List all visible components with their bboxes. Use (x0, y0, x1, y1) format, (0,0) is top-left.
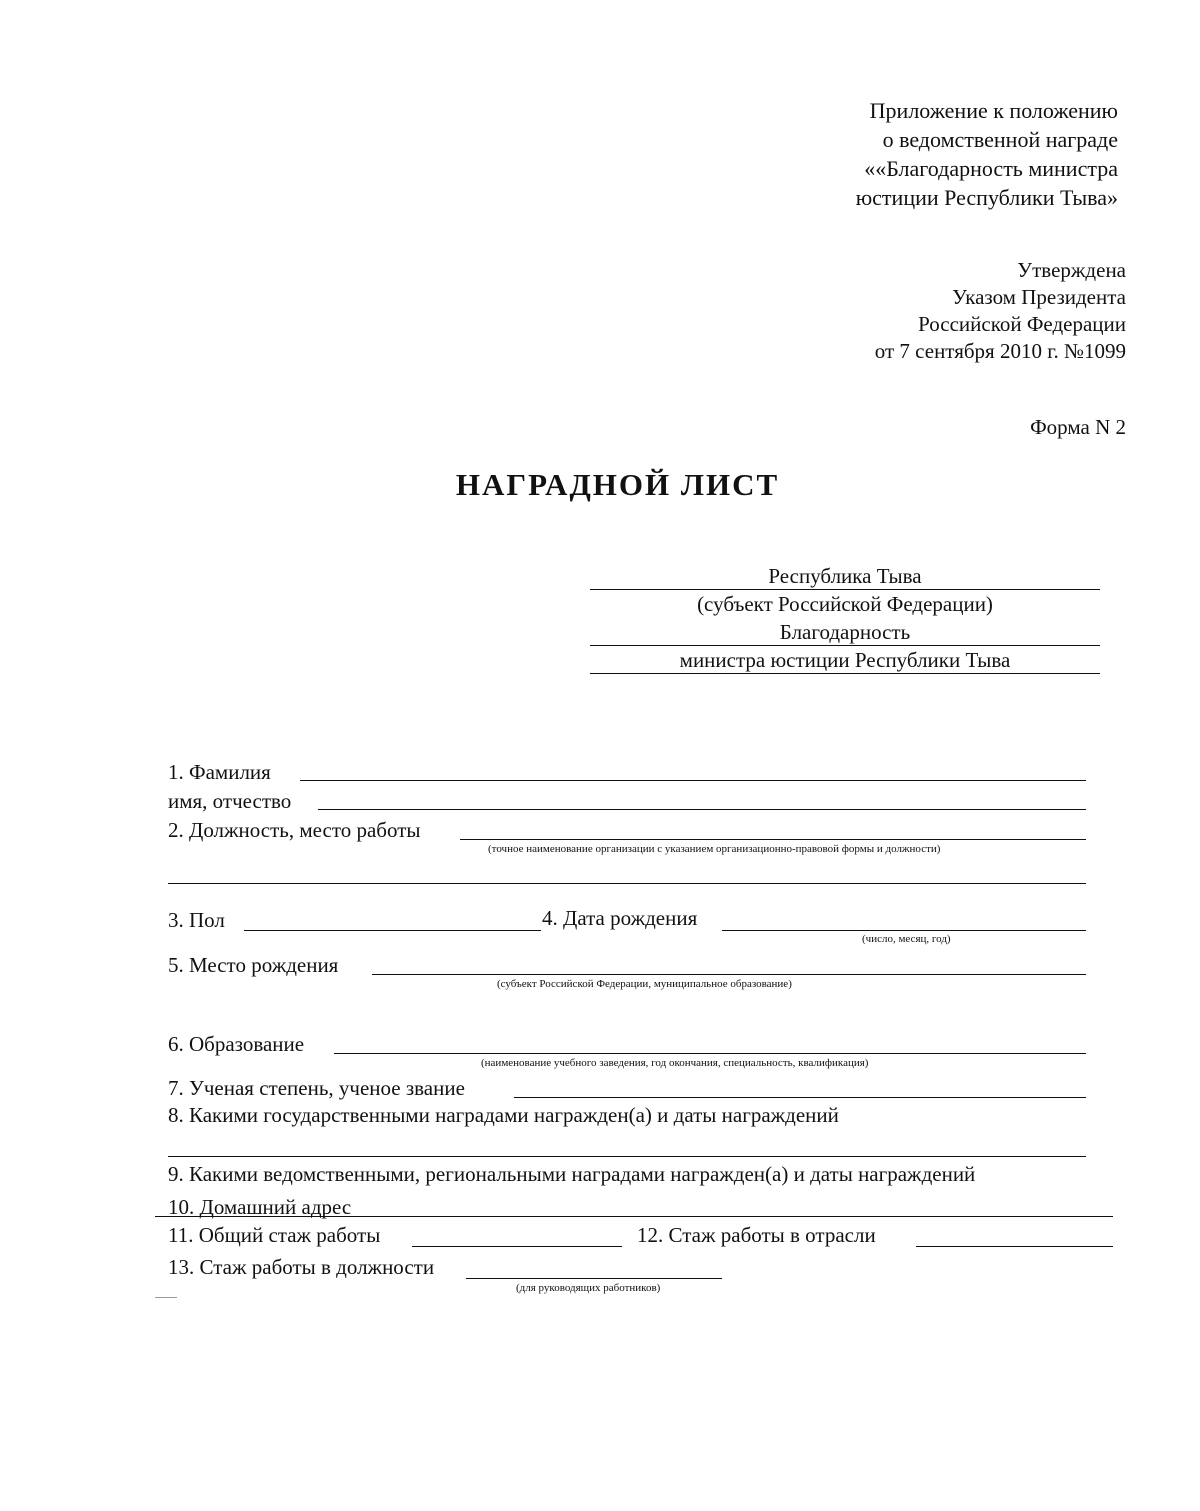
field-2-hint: (точное наименование организации с указанием организационно-правовой формы и должности) (488, 843, 941, 855)
field-6-input-line[interactable] (334, 1053, 1086, 1054)
approved-line-2: Указом Президента (952, 285, 1126, 309)
award-name-line-2: министра юстиции Республики Тыва (679, 648, 1011, 672)
field-12-label: 12. Стаж работы в отрасли (637, 1223, 876, 1247)
field-6-hint: (наименование учебного заведения, год окончания, специальность, квалификация) (481, 1057, 869, 1069)
field-2-input-line[interactable] (460, 839, 1086, 840)
field-5-input-line[interactable] (372, 974, 1086, 975)
field-10-label: 10. Домашний адрес (168, 1195, 352, 1219)
field-4-label: 4. Дата рождения (542, 906, 698, 930)
field-6-label: 6. Образование (168, 1032, 305, 1056)
field-12-input-line[interactable] (916, 1246, 1113, 1247)
field-4-input-line[interactable] (722, 930, 1086, 931)
award-name-line-1: Благодарность (779, 620, 911, 644)
appendix-line-3: ««Благодарность министра (864, 156, 1118, 181)
appendix-line-1: Приложение к положению (869, 98, 1118, 123)
field-3-input-line[interactable] (244, 930, 541, 931)
field-8-input-line[interactable] (168, 1156, 1086, 1157)
field-3-label: 3. Пол (168, 908, 225, 932)
field-13-hint: (для руководящих работников) (516, 1282, 661, 1294)
field-9-label: 9. Какими ведомственными, региональными наградами награжден(а) и даты награждений (168, 1162, 976, 1186)
subject-name: Республика Тыва (768, 564, 922, 588)
field-2-label: 2. Должность, место работы (168, 818, 421, 842)
subject-line (590, 589, 1100, 590)
field-1-input-line[interactable] (300, 780, 1086, 781)
form-number: Форма N 2 (1030, 415, 1126, 439)
appendix-line-4: юстиции Республики Тыва» (855, 185, 1118, 210)
award-line-2-underline (590, 673, 1100, 674)
subject-hint: (субъект Российской Федерации) (697, 592, 993, 616)
field-8-label: 8. Какими государственными наградами награжден(а) и даты награждений (168, 1103, 839, 1127)
field-7-label: 7. Ученая степень, ученое звание (168, 1076, 465, 1100)
field-13-label: 13. Стаж работы в должности (168, 1255, 435, 1279)
field-1-label: 1. Фамилия (168, 760, 271, 784)
field-1b-label: имя, отчество (168, 789, 292, 813)
field-11-input-line[interactable] (412, 1246, 622, 1247)
approved-line-3: Российской Федерации (918, 312, 1126, 336)
field-1b-input-line[interactable] (318, 809, 1086, 810)
award-line-1-underline (590, 645, 1100, 646)
field-5-label: 5. Место рождения (168, 953, 339, 977)
approved-block (760, 257, 1126, 365)
approved-line-1: Утверждена (1017, 258, 1126, 282)
field-2-second-line[interactable] (168, 883, 1086, 884)
field-5-hint: (субъект Российской Федерации, муниципальное образование) (497, 978, 792, 990)
approved-line-4: от 7 сентября 2010 г. №1099 (874, 339, 1126, 363)
field-10-input-line[interactable] (155, 1216, 1113, 1217)
field-11-label: 11. Общий стаж работы (168, 1223, 381, 1247)
document-title: НАГРАДНОЙ ЛИСТ (455, 467, 780, 502)
appendix-line-2: о ведомственной награде (882, 127, 1118, 152)
field-7-input-line[interactable] (514, 1097, 1086, 1098)
scan-mark (155, 1297, 177, 1298)
field-13-input-line[interactable] (466, 1278, 722, 1279)
appendix-block (700, 96, 1118, 212)
field-4-hint: (число, месяц, год) (862, 933, 951, 945)
